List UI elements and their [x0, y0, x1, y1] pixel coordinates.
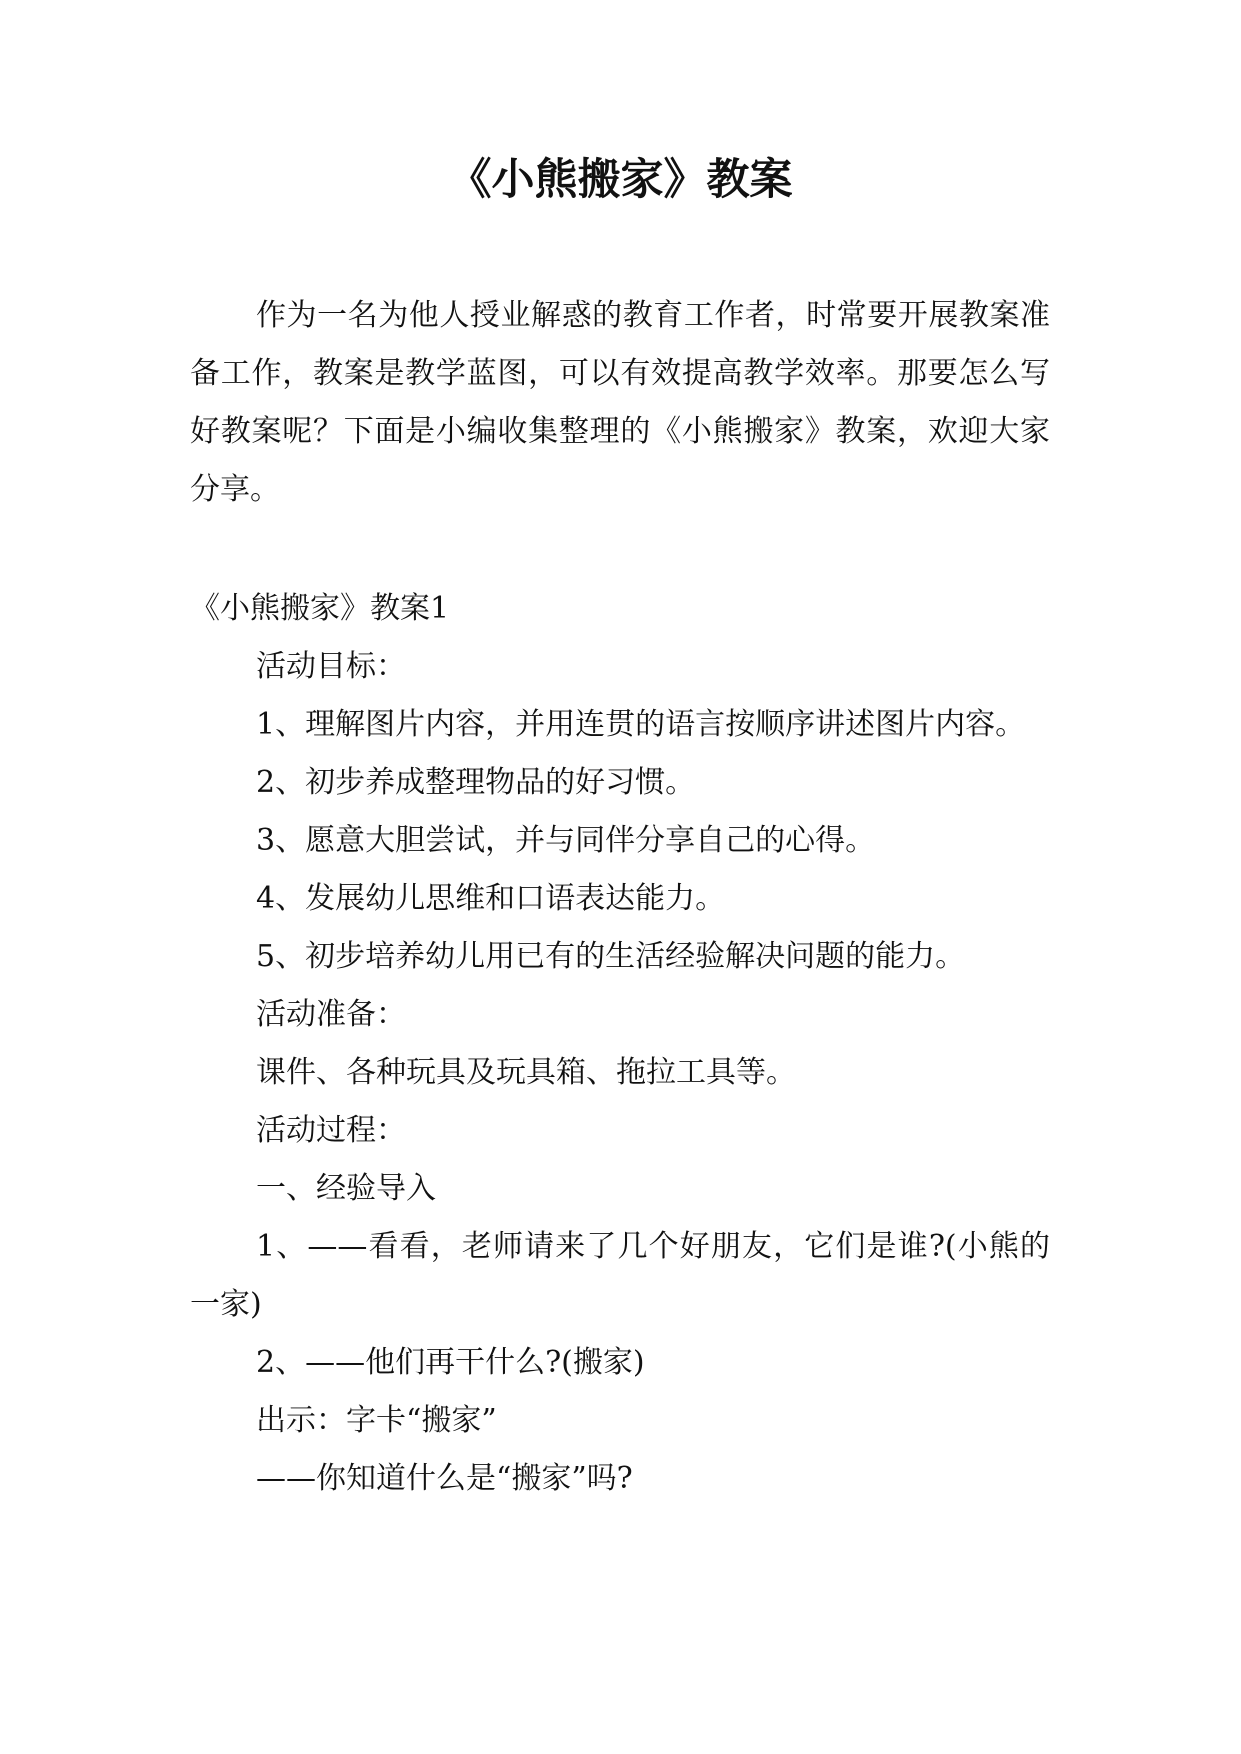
process-item: 出示：字卡“搬家” [256, 1403, 497, 1438]
activity-preparation-heading: 活动准备： [256, 997, 406, 1032]
intro-paragraph: 作为一名为他人授业解惑的教育工作者，时常要开展教案准备工作，教案是教学蓝图，可以有效提高教学效率。那要怎么写好教案呢？下面是小编收集整理的《小熊搬家》教案，欢迎大家分享。 [190, 298, 1050, 507]
goal-item: 5、初步培养幼儿用已有的生活经验解决问题的能力。 [256, 939, 966, 974]
goal-item: 1、理解图片内容，并用连贯的语言按顺序讲述图片内容。 [256, 707, 1026, 742]
process-item: 2、——他们再干什么?(搬家) [256, 1345, 645, 1380]
section-heading: 《小熊搬家》教案1 [190, 591, 450, 626]
goal-item: 2、初步养成整理物品的好习惯。 [256, 765, 696, 800]
activity-process-heading: 活动过程： [256, 1113, 406, 1148]
activity-goals-heading: 活动目标： [256, 649, 406, 684]
lesson-plan-content [190, 580, 1050, 1508]
goal-item: 3、愿意大胆尝试，并与同伴分享自己的心得。 [256, 823, 876, 858]
preparation-item: 课件、各种玩具及玩具箱、拖拉工具等。 [256, 1055, 796, 1090]
goal-item: 4、发展幼儿思维和口语表达能力。 [256, 881, 726, 916]
process-item: 1、——看看，老师请来了几个好朋友，它们是谁?(小熊的一家) [190, 1229, 1050, 1322]
document-title: 《小熊搬家》教案 [448, 155, 793, 205]
process-item: ——你知道什么是“搬家”吗? [256, 1461, 633, 1496]
process-step-heading: 一、经验导入 [256, 1171, 436, 1206]
